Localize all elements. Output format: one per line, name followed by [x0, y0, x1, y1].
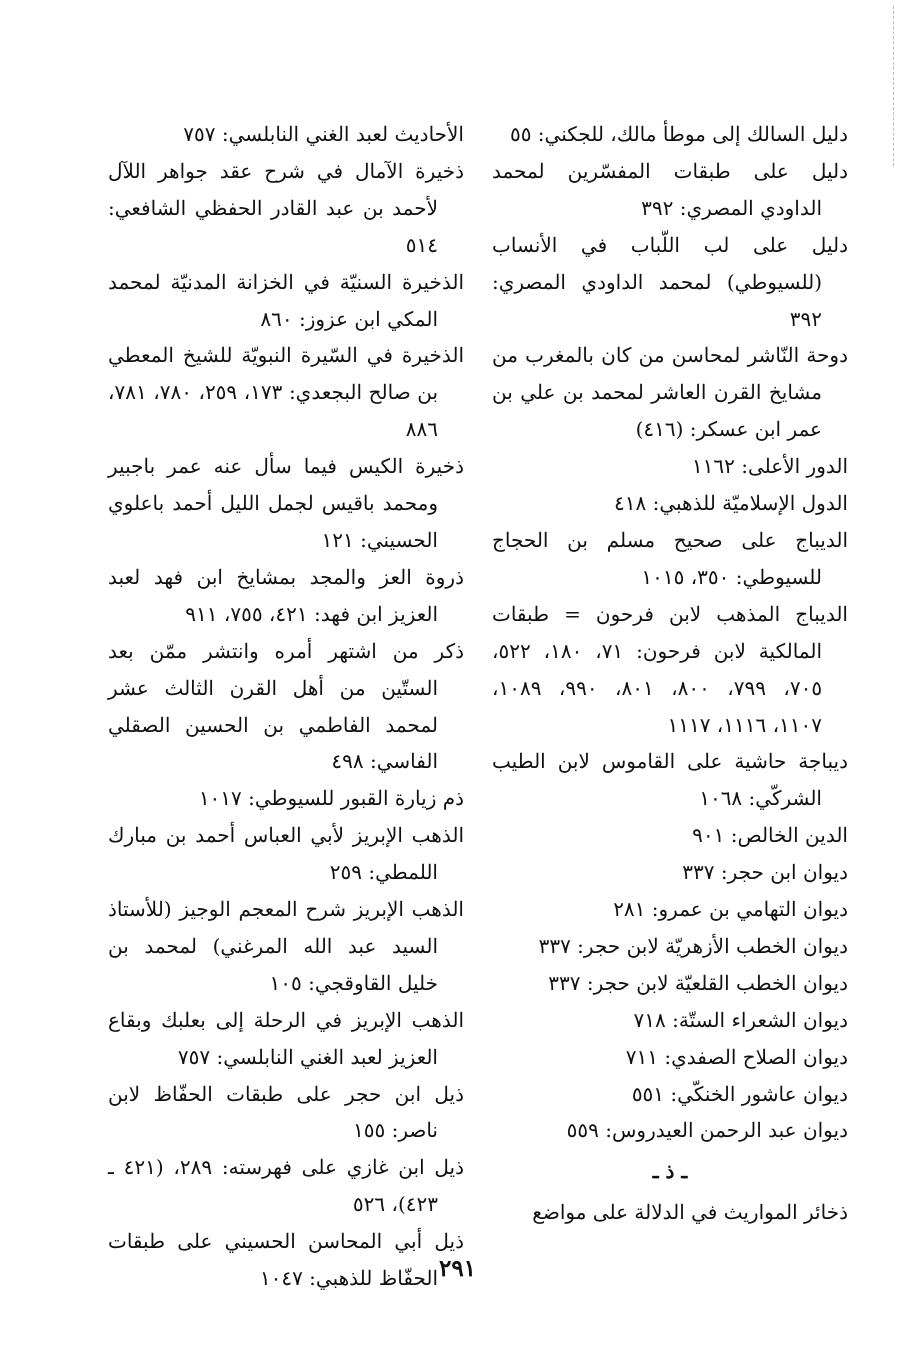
page-number: ٢٩١	[438, 1255, 477, 1282]
index-entry: الذخيرة السنيّة في الخزانة المدنيّة لمحمد المكي ابن عزوز: ٨٦٠	[108, 269, 464, 331]
index-entry: الأحاديث لعبد الغني النابلسي: ٧٥٧	[183, 122, 464, 146]
section-heading: ـ ذ ـ	[652, 1159, 688, 1184]
index-entry: ذيل أبي المحاسن الحسيني على طبقات الحفّاظ للذهبي: ١٠٤٧	[108, 1229, 464, 1291]
index-entry: الديباج المذهب لابن فرحون = طبقات المالكية لابن فرحون: ٧١، ١٨٠، ٥٢٢، ٧٠٥، ٧٩٩، ٨٠٠، ٨٠١، ٩٩٠، ١٠٨٩، ١١٠٧، ١١١٦، ١١١٧	[492, 601, 848, 737]
index-entry: ذم زيارة القبور للسيوطي: ١٠١٧	[198, 786, 464, 811]
index-entry: ذيل ابن حجر على طبقات الحفّاظ لابن ناصر: ١٥٥	[108, 1081, 464, 1143]
left-column	[108, 116, 464, 1297]
index-entry: الذهب الإبريز شرح المعجم الوجيز (للأستاذ السيد عبد الله المرغني) لمحمد بن خليل القاوقجي: ١٠٥	[108, 897, 464, 995]
index-entry: ديوان عبد الرحمن العيدروس: ٥٥٩	[566, 1118, 848, 1143]
index-entry: دليل على لب اللّباب في الأنساب (للسيوطي) لمحمد الداودي المصري: ٣٩٢	[492, 232, 848, 331]
index-entry: الدين الخالص: ٩٠١	[692, 823, 848, 848]
index-entry: ذكر من اشتهر أمره وانتشر ممّن بعد الستّين من أهل القرن الثالث عشر لمحمد الفاطمي بن الحسين الصقلي الفاسي: ٤٩٨	[108, 638, 464, 774]
index-entry: ذخيرة الآمال في شرح عقد جواهر اللآل لأحمد بن عبد القادر الحفظي الشافعي: ٥١٤	[108, 158, 464, 257]
index-entry: دليل السالك إلى موطأ مالك، للجكني: ٥٥	[509, 122, 848, 146]
page-edge-mark	[893, 6, 895, 166]
right-column	[492, 116, 848, 1231]
index-entry: ديوان عاشور الخنكّي: ٥٥١	[631, 1081, 848, 1106]
index-entry: ديوان الشعراء الستّة: ٧١٨	[633, 1007, 848, 1032]
index-entry: الدور الأعلى: ١١٦٢	[691, 454, 848, 479]
index-entry: ذخيرة الكيس فيما سأل عنه عمر باجبير ومحمد باقيس لجمل الليل أحمد باعلوي الحسيني: ١٢١	[108, 454, 464, 552]
index-entry: الدول الإسلاميّة للذهبي: ٤١٨	[614, 491, 848, 516]
index-entry: دوحة النّاشر لمحاسن من كان بالمغرب من مشايخ القرن العاشر لمحمد بن علي بن عمر ابن عسكر: (٤١٦)	[492, 343, 848, 442]
index-entry: ذخائر المواريث في الدلالة على مواضع	[532, 1200, 848, 1225]
index-entry: ديباجة حاشية على القاموس لابن الطيب الشركّي: ١٠٦٨	[492, 749, 848, 811]
index-entry: ذروة العز والمجد بمشايخ ابن فهد لعبد العزيز ابن فهد: ٤٢١، ٧٥٥، ٩١١	[108, 564, 464, 626]
index-entry: دليل على طبقات المفسّرين لمحمد الداودي المصري: ٣٩٢	[492, 158, 848, 220]
index-entry: الذخيرة في السّيرة النبويّة للشيخ المعطي بن صالح البجعدي: ١٧٣، ٢٥٩، ٧٨٠، ٧٨١، ٨٨٦	[108, 343, 464, 442]
index-entry: ديوان الصلاح الصفدي: ٧١١	[625, 1044, 848, 1069]
index-entry: ديوان الخطب القلعيّة لابن حجر: ٣٣٧	[548, 970, 848, 995]
index-entry: الديباج على صحيح مسلم بن الحجاج للسيوطي: ٣٥٠، ١٠١٥	[492, 527, 848, 589]
index-entry: ديوان ابن حجر: ٣٣٧	[682, 860, 848, 885]
index-entry: ذيل ابن غازي على فهرسته: ٢٨٩، (٤٢١ ـ ٤٢٣)، ٥٢٦	[108, 1155, 464, 1217]
index-entry: ديوان التهامي بن عمرو: ٢٨١	[613, 897, 848, 922]
index-entry: الذهب الإبريز لأبي العباس أحمد بن مبارك اللمطي: ٢٥٩	[108, 823, 464, 885]
index-entry: ديوان الخطب الأزهريّة لابن حجر: ٣٣٧	[538, 933, 848, 958]
index-entry: الذهب الإبريز في الرحلة إلى بعلبك وبقاع العزيز لعبد الغني النابلسي: ٧٥٧	[108, 1007, 464, 1069]
